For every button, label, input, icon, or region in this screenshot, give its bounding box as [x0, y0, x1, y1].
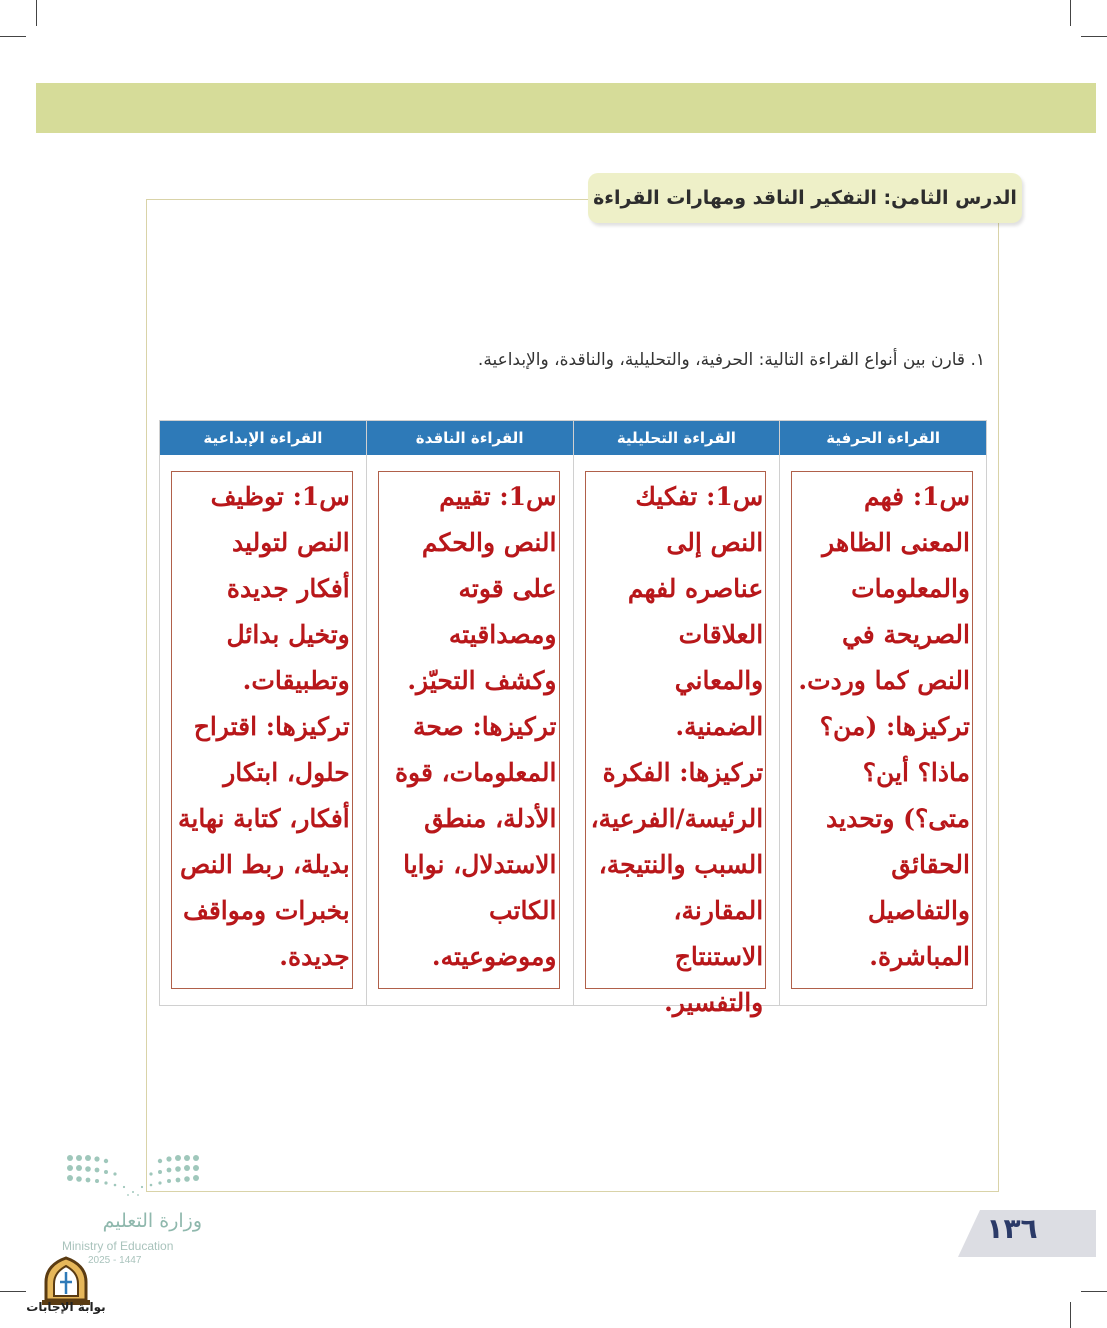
question-text: ١. قارن بين أنواع القراءة التالية: الحرفية، والتحليلية، والناقدة، والإبداعية. [477, 350, 985, 370]
answer-text: س1: تفكيك النص إلى عناصره لفهم العلاقات والمعاني الضمنية. تركيزها: الفكرة الرئيسة/الفرعية، السبب والنتيجة، المقارنة، الاستنتاج والتفسير. [585, 471, 767, 989]
column-creative [160, 421, 366, 1005]
answer-text: س1: تقييم النص والحكم على قوته ومصداقيته وكشف التحيّز. تركيزها: صحة المعلومات، قوة الأدلة، منطق الاستدلال، نوايا الكاتب وموضوعيته. [378, 471, 560, 989]
ministry-dots-icon [64, 1150, 202, 1200]
column-header: القراءة التحليلية [574, 421, 780, 455]
column-critical [366, 421, 573, 1005]
comparison-table [159, 420, 987, 1017]
ministry-logo [60, 1150, 205, 1270]
column-header: القراءة الحرفية [780, 421, 986, 455]
ministry-name-arabic: وزارة التعليم [102, 1210, 202, 1232]
crop-mark [1070, 1302, 1071, 1328]
header-band [36, 83, 1096, 133]
ministry-year: 2025 - 1447 [88, 1255, 142, 1266]
table-cell [780, 455, 986, 1005]
column-analytical [573, 421, 780, 1017]
column-literal [779, 421, 986, 1005]
table-cell [574, 455, 780, 1017]
answer-text: س1: توظيف النص لتوليد أفكار جديدة وتخيل بدائل وتطبيقات. تركيزها: اقتراح حلول، ابتكار أفكار، كتابة نهاية بديلة، ربط النص بخبرات ومواقف جديدة. [171, 471, 353, 989]
table-cell [367, 455, 573, 1005]
crop-mark [0, 36, 26, 37]
crop-mark [36, 0, 37, 26]
answers-portal-name: بوابة الإجابات [26, 1300, 106, 1314]
ministry-name-english: Ministry of Education [62, 1239, 174, 1253]
page-number: ١٣٦ [986, 1212, 1038, 1245]
column-header: القراءة الناقدة [367, 421, 573, 455]
table-cell [160, 455, 366, 1005]
lesson-title: الدرس الثامن: التفكير الناقد ومهارات القراءة [588, 173, 1022, 223]
crop-mark [1081, 36, 1107, 37]
crop-mark [1081, 1291, 1107, 1292]
crop-mark [1070, 0, 1071, 26]
crop-mark [0, 1291, 26, 1292]
answer-text: س1: فهم المعنى الظاهر والمعلومات الصريحة في النص كما وردت. تركيزها: (من؟ ماذا؟ أين؟ متى؟) وتحديد الحقائق والتفاصيل المباشرة. [791, 471, 973, 989]
column-header: القراءة الإبداعية [160, 421, 366, 455]
